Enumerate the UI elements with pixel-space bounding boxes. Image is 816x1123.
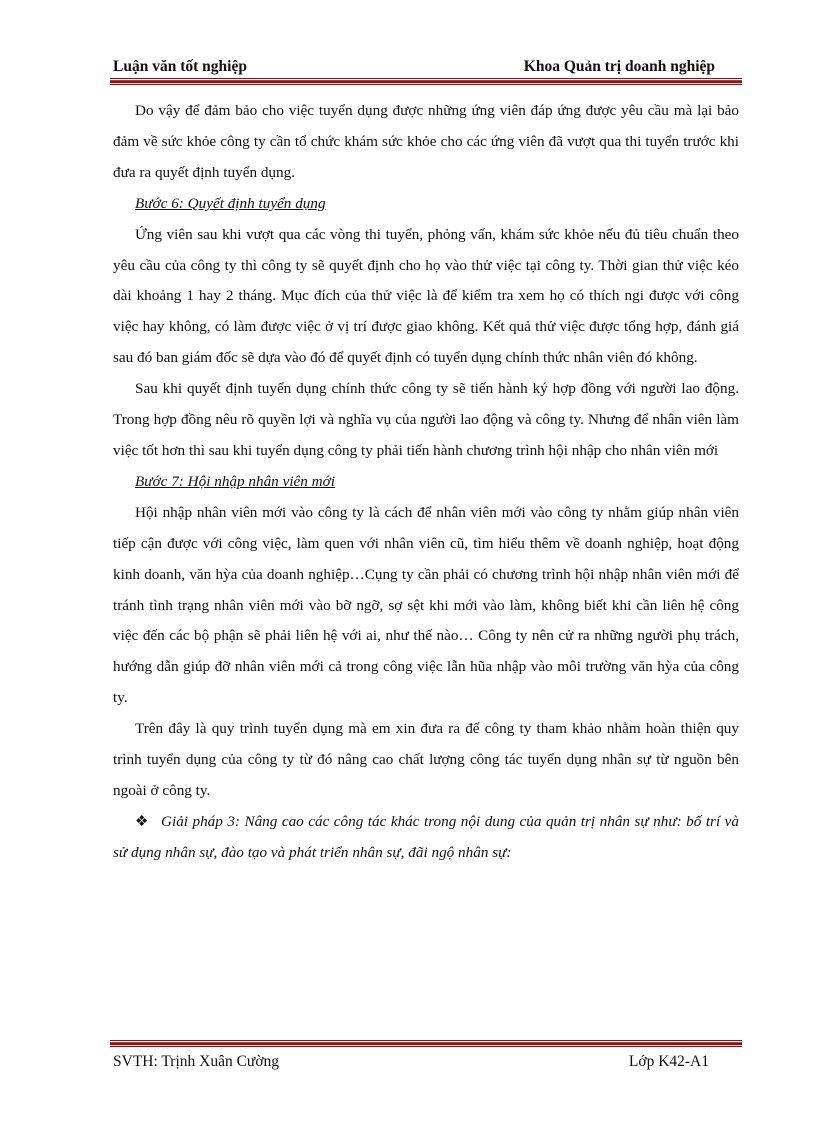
step-7-title: Bước 7: Hội nhập nhân viên mới bbox=[135, 472, 335, 490]
paragraph-summary: Trên đây là quy trình tuyển dụng mà em xin đưa ra để công ty tham khảo nhằm hoàn thiện quy trình tuyển dụng của công ty từ đó nâng cao chất lượng công tác tuyển dụng nhân sự từ nguồn bên ngoài ở công ty. bbox=[113, 720, 739, 799]
diamond-bullet-icon: ❖ bbox=[135, 812, 149, 830]
page-header bbox=[113, 50, 715, 76]
solution-3-heading bbox=[113, 807, 739, 869]
step-6-title: Bước 6: Quyết định tuyển dụng bbox=[135, 194, 326, 212]
paragraph-health-check: Do vậy để đảm bảo cho việc tuyển dụng được những ứng viên đáp ứng được yêu cầu mà lại bảo đảm về sức khỏe công ty cần tổ chức khám sức khỏe cho các ứng viên đã vượt qua thi tuyển trước khi đưa ra quyết định tuyển dụng. bbox=[113, 102, 739, 181]
header-faculty: Khoa Quản trị doanh nghiệp bbox=[523, 58, 715, 75]
solution-3-text: Giải pháp 3: Nâng cao các công tác khác trong nội dung của quản trị nhân sự như: bố trí và sử dụng nhân sự, đào tạo và phát triển nhân sự, đãi ngộ nhân sự: bbox=[113, 812, 739, 861]
step-7-heading bbox=[113, 467, 739, 498]
header-thesis-title: Luận văn tốt nghiệp bbox=[113, 58, 247, 75]
footer-author: SVTH: Trịnh Xuân Cường bbox=[113, 1053, 280, 1070]
footer-class: Lớp K42-A1 bbox=[628, 1053, 709, 1070]
paragraph-onboarding: Hội nhập nhân viên mới vào công ty là cách để nhân viên mới vào công ty nhằm giúp nhân viên tiếp cận được với công việc, làm quen với nhân viên cũ, tìm hiểu thêm về doanh nghiệp, hoạt động kinh doanh, văn hỳa của doanh nghiệp…Cụng ty cần phải có chương trình hội nhập nhân viên mới để tránh tình trạng nhân viên mới vào bỡ ngỡ, sợ sệt khi mới vào làm, không biết khi cần liên hệ công việc đến các bộ phận sẽ phải liên hệ với ai, như thế nào… Công ty nên cử ra những người phụ trách, hướng dẫn giúp đỡ nhân viên mới cả trong công việc lẫn hũa nhập vào môi trường văn hỳa của công ty. bbox=[113, 503, 739, 707]
paragraph-probation: Ứng viên sau khi vượt qua các vòng thi tuyển, phỏng vấn, khám sức khỏe nếu đủ tiêu chuẩn theo yêu cầu của công ty thì công ty sẽ quyết định cho họ vào thử việc tại công ty. Thời gian thử việc kéo dài khoảng 1 hay 2 tháng. Mục đích của thử việc là để kiểm tra xem họ có thích ngi được với công việc hay không, có làm được việc ở vị trí được giao không. Kết quả thử việc được tổng hợp, đánh giá sau đó ban giám đốc sẽ dựa vào đó để quyết định có tuyển dụng chính thức nhân viên đó không. bbox=[113, 225, 739, 367]
footer-divider bbox=[110, 1040, 742, 1047]
header-divider bbox=[110, 78, 742, 85]
paragraph-contract: Sau khi quyết định tuyển dụng chính thức công ty sẽ tiến hành ký hợp đồng với người lao động. Trong hợp đồng nêu rõ quyền lợi và nghĩa vụ của người lao động và công ty. Nhưng để nhân viên làm việc tốt hơn thì sau khi tuyển dụng công ty phải tiến hành chương trình hội nhập cho nhân viên mới bbox=[113, 380, 739, 459]
page-footer bbox=[113, 1050, 709, 1074]
step-6-heading bbox=[113, 189, 739, 220]
document-body bbox=[113, 96, 739, 869]
